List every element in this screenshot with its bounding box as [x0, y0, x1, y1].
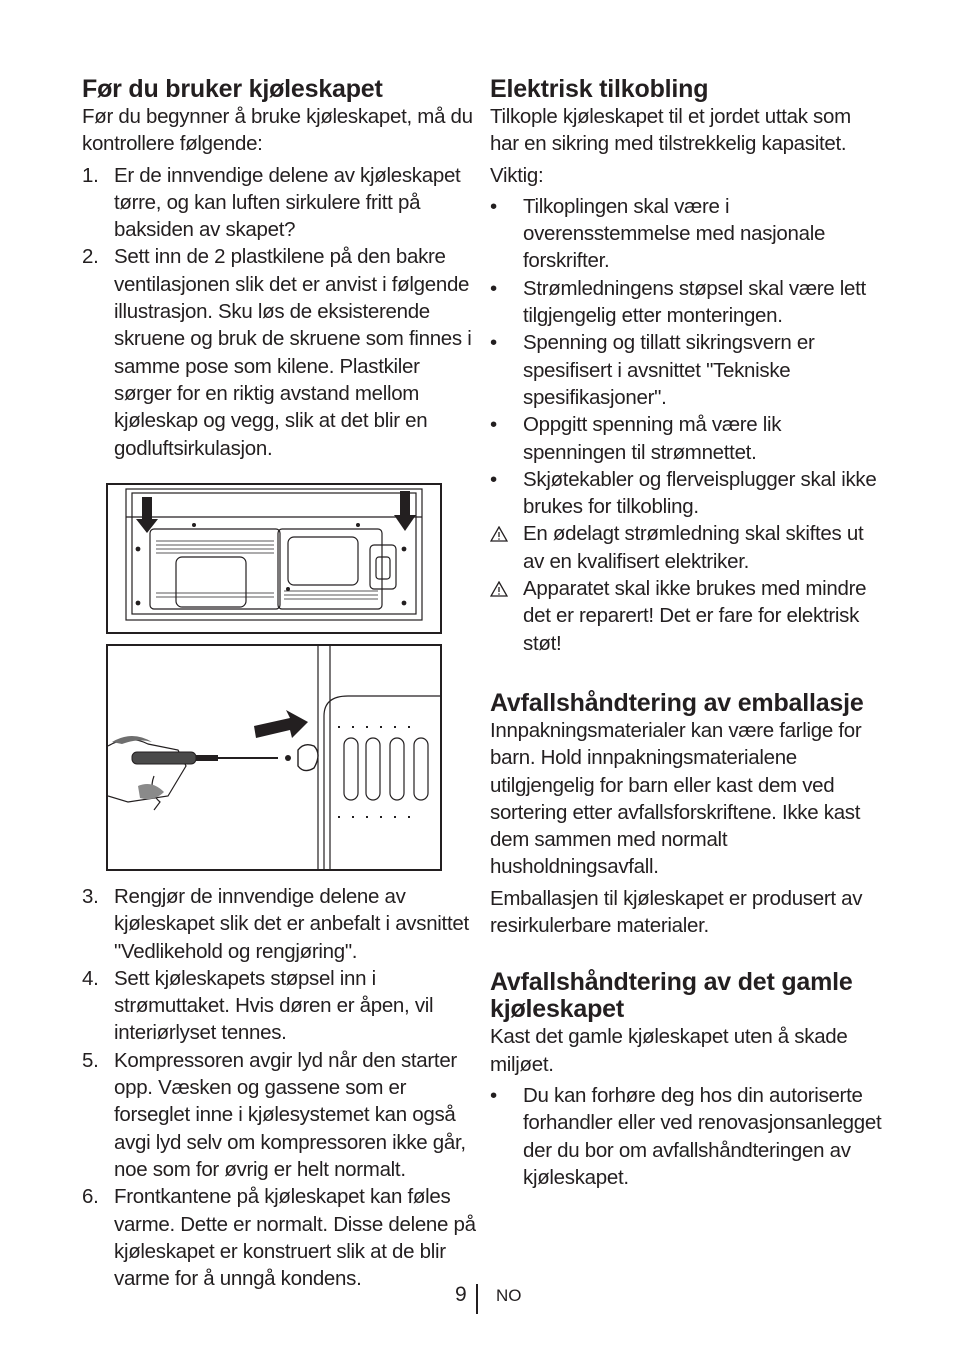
bullet-text: Tilkoplingen skal være i overensstemmelse med nasjonale forskrifter.	[523, 194, 826, 273]
bullet-text: Oppgitt spenning må være lik spenningen til strømnettet.	[523, 413, 782, 464]
bullet-text: Skjøtekabler og flerveisplugger skal ikke brukes for tilkobling.	[523, 467, 877, 519]
illustration-fridge-back	[106, 483, 442, 634]
left-column	[82, 76, 478, 462]
checklist-item-2	[82, 243, 478, 461]
electrical-list	[490, 193, 882, 657]
warning-item	[490, 520, 882, 575]
old-fridge-paragraph: Kast det gamle kjøleskapet uten å skade miljøet.	[490, 1025, 848, 1076]
heading-before-use: Før du bruker kjøleskapet	[82, 75, 383, 103]
heading-electrical: Elektrisk tilkobling	[490, 75, 709, 103]
bullet-item	[490, 275, 882, 330]
checklist-top	[82, 162, 478, 462]
bullet-marker: •	[490, 331, 497, 355]
old-fridge-list	[490, 1082, 882, 1191]
intro-before-use: Før du begynner å bruke kjøleskapet, må du kontrollere følgende:	[82, 105, 473, 156]
heading-old-fridge: Avfallshåndtering av det gamle kjøleskapet	[490, 968, 853, 1024]
screwdriver-drawing	[108, 646, 440, 869]
item-text: Frontkantene på kjøleskapet kan føles varme. Dette er normalt. Disse delene på kjøleskapet er konstruert slik at de blir varme for å unngå kondens.	[114, 1185, 476, 1291]
item-text: Rengjør de innvendige delene av kjøleskapet slik det er anbefalt i avsnittet "Vedlikehold og rengjøring".	[114, 885, 469, 963]
bullet-item	[490, 411, 882, 466]
section-packaging	[490, 690, 882, 939]
warning-text: En ødelagt strømledning skal skiftes ut av en kvalifisert elektriker.	[523, 522, 864, 573]
page-number: 9	[455, 1283, 467, 1306]
checklist-bottom	[82, 883, 478, 1292]
bullet-marker: •	[490, 467, 497, 491]
item-number: 3.	[82, 885, 99, 908]
item-number: 5.	[82, 1048, 99, 1072]
packaging-paragraph-1: Innpakningsmaterialer kan være farlige for barn. Hold innpakningsmaterialene utilgjengelig for barn eller kast dem ved sortering etter avfallsforskriftene. Ikke kast dem sammen med normalt husholdningsavfall.	[490, 718, 862, 879]
item-text: Sett inn de 2 plastkilene på den bakre ventilasjonen slik det er anvist i følgende illustrasjon. Sku løs de eksisterende skruene og bruk de skruene som finnes i samme pose som kilene. Plastkiler sørger for en riktig avstand mellom kjøleskap og vegg, slik at det blir en godluftsirkulasjon.	[114, 245, 472, 460]
checklist-item-5	[82, 1047, 478, 1183]
bullet-item	[490, 193, 882, 275]
item-text: Sett kjøleskapets støpsel inn i strømuttaket. Hvis døren er åpen, vil interiørlyset tennes.	[114, 966, 434, 1045]
bullet-text: Spenning og tillatt sikringsvern er spesifisert i avsnittet "Tekniske spesifikasjoner".	[523, 331, 815, 409]
bullet-marker: •	[490, 276, 497, 300]
item-number: 2.	[82, 245, 99, 269]
item-number: 1.	[82, 163, 99, 187]
warning-icon	[490, 581, 508, 597]
bullet-text: Du kan forhøre deg hos din autoriserte forhandler eller ved renovasjonsanlegget der du bor om avfallshåndteringen av kjøleskapet.	[523, 1083, 882, 1189]
warning-text: Apparatet skal ikke brukes med mindre det er reparert! Det er fare for elektrisk støt!	[523, 577, 867, 655]
section-old-fridge	[490, 969, 882, 1191]
checklist-item-4	[82, 965, 478, 1047]
bullet-item	[490, 329, 882, 411]
packaging-paragraph-2: Emballasjen til kjøleskapet er produsert av resirkulerbare materialer.	[490, 886, 863, 938]
checklist-item-6	[82, 1183, 478, 1292]
bullet-marker: •	[490, 194, 497, 218]
warning-item	[490, 575, 882, 657]
checklist-item-3	[82, 883, 478, 965]
warning-icon	[490, 526, 508, 542]
fridge-back-drawing	[108, 485, 440, 632]
right-column	[490, 76, 882, 1191]
illustration-wedge-installation	[106, 644, 442, 871]
item-number: 4.	[82, 966, 99, 990]
heading-packaging: Avfallshåndtering av emballasje	[490, 688, 864, 717]
bullet-item	[490, 1082, 882, 1191]
item-text: Er de innvendige delene av kjøleskapet tørre, og kan luften sirkulere fritt på baksiden av skapet?	[114, 163, 461, 242]
item-number: 6.	[82, 1185, 99, 1209]
language-code: NO	[496, 1286, 522, 1305]
bullet-marker: •	[490, 1083, 497, 1107]
important-label: Viktig:	[490, 163, 544, 187]
section-electrical	[490, 76, 882, 657]
item-text: Kompressoren avgir lyd når den starter opp. Væsken og gassene som er forseglet inne i kjølesystemet kan også avgi lyd selv om kompressoren ikke går, noe som for øvrig er helt normalt.	[114, 1048, 466, 1181]
left-column-continued	[82, 883, 478, 1292]
bullet-item	[490, 466, 882, 521]
intro-electrical: Tilkople kjøleskapet til et jordet uttak som har en sikring med tilstrekkelig kapasitet.	[490, 105, 851, 156]
bullet-marker: •	[490, 413, 497, 437]
bullet-text: Strømledningens støpsel skal være lett tilgjengelig etter monteringen.	[523, 276, 866, 328]
checklist-item-1	[82, 162, 478, 244]
footer-divider	[476, 1284, 478, 1314]
